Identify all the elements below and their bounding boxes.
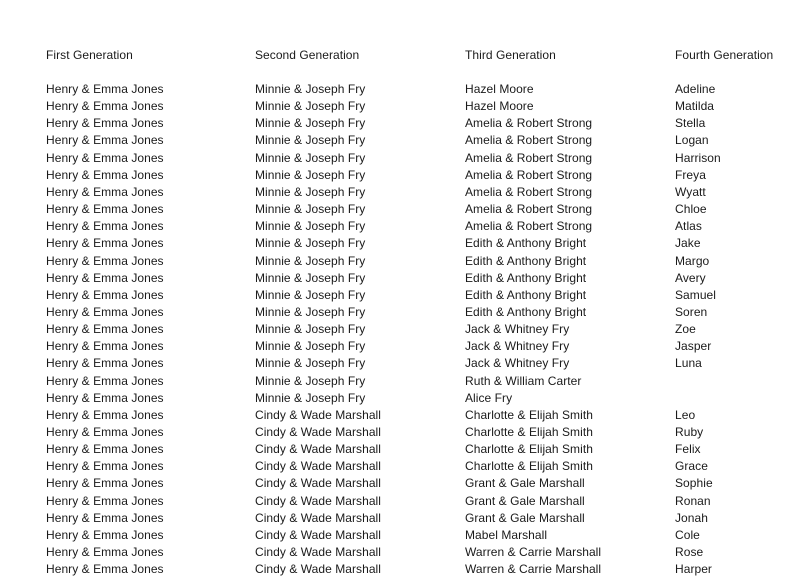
fourth-generation-cell: Margo [675, 253, 710, 268]
first-generation-cell: Henry & Emma Jones [46, 356, 164, 371]
second-generation-cell: Minnie & Joseph Fry [255, 339, 366, 354]
fourth-generation-cell: Matilda [675, 99, 715, 114]
table-row [0, 338, 794, 355]
table-row [0, 441, 794, 458]
first-generation-cell: Henry & Emma Jones [46, 287, 164, 302]
third-generation-cell: Mabel Marshall [465, 527, 548, 542]
third-generation-cell: Edith & Anthony Bright [465, 287, 587, 302]
second-generation-cell: Minnie & Joseph Fry [255, 82, 366, 96]
fourth-generation-cell: Ronan [675, 493, 711, 508]
first-generation-cell: Henry & Emma Jones [46, 545, 164, 560]
table-row [0, 321, 794, 338]
fourth-generation-cell: Chloe [675, 202, 707, 217]
third-generation-cell: Amelia & Robert Strong [465, 219, 593, 234]
fourth-generation-cell: Zoe [675, 322, 696, 337]
table-header-row [0, 47, 794, 64]
header-second-generation: Second Generation [255, 48, 360, 62]
fourth-generation-cell: Grace [675, 459, 708, 474]
first-generation-cell: Henry & Emma Jones [46, 253, 164, 268]
fourth-generation-cell: Jasper [675, 339, 712, 354]
first-generation-cell: Henry & Emma Jones [46, 167, 164, 182]
fourth-generation-cell: Avery [675, 270, 706, 285]
first-generation-cell: Henry & Emma Jones [46, 493, 164, 508]
table-row [0, 235, 794, 252]
second-generation-cell: Minnie & Joseph Fry [255, 253, 366, 268]
fourth-generation-cell: Adeline [675, 82, 716, 96]
second-generation-cell: Minnie & Joseph Fry [255, 322, 366, 337]
second-generation-cell: Minnie & Joseph Fry [255, 184, 366, 199]
table-row [0, 132, 794, 149]
second-generation-cell: Minnie & Joseph Fry [255, 390, 366, 405]
table-row [0, 201, 794, 218]
first-generation-cell: Henry & Emma Jones [46, 442, 164, 457]
third-generation-cell: Amelia & Robert Strong [465, 184, 593, 199]
third-generation-cell: Edith & Anthony Bright [465, 304, 587, 319]
third-generation-cell: Edith & Anthony Bright [465, 253, 587, 268]
table-row [0, 390, 794, 407]
first-generation-cell: Henry & Emma Jones [46, 527, 164, 542]
table-row [0, 270, 794, 287]
second-generation-cell: Minnie & Joseph Fry [255, 304, 366, 319]
fourth-generation-cell: Stella [675, 116, 706, 131]
first-generation-cell: Henry & Emma Jones [46, 219, 164, 234]
first-generation-cell: Henry & Emma Jones [46, 476, 164, 491]
fourth-generation-cell: Sophie [675, 476, 713, 491]
first-generation-cell: Henry & Emma Jones [46, 339, 164, 354]
third-generation-cell: Warren & Carrie Marshall [465, 545, 602, 560]
third-generation-cell: Amelia & Robert Strong [465, 133, 593, 148]
table-row [0, 184, 794, 201]
third-generation-cell: Alice Fry [465, 390, 513, 405]
third-generation-cell: Amelia & Robert Strong [465, 202, 593, 217]
fourth-generation-cell: Rose [675, 545, 704, 560]
first-generation-cell: Henry & Emma Jones [46, 116, 164, 131]
second-generation-cell: Minnie & Joseph Fry [255, 219, 366, 234]
second-generation-cell: Cindy & Wade Marshall [255, 545, 381, 560]
second-generation-cell: Cindy & Wade Marshall [255, 527, 381, 542]
first-generation-cell: Henry & Emma Jones [46, 99, 164, 114]
table-row [0, 253, 794, 270]
first-generation-cell: Henry & Emma Jones [46, 562, 164, 577]
fourth-generation-cell: Logan [675, 133, 709, 148]
table-row [0, 167, 794, 184]
fourth-generation-cell: Harper [675, 562, 712, 577]
first-generation-cell: Henry & Emma Jones [46, 459, 164, 474]
third-generation-cell: Jack & Whitney Fry [465, 322, 570, 337]
third-generation-cell: Amelia & Robert Strong [465, 116, 593, 131]
table-row [0, 218, 794, 235]
fourth-generation-cell: Felix [675, 442, 701, 457]
second-generation-cell: Minnie & Joseph Fry [255, 167, 366, 182]
table-row [0, 493, 794, 510]
table-row [0, 510, 794, 527]
first-generation-cell: Henry & Emma Jones [46, 390, 164, 405]
first-generation-cell: Henry & Emma Jones [46, 425, 164, 439]
second-generation-cell: Minnie & Joseph Fry [255, 287, 366, 302]
second-generation-cell: Minnie & Joseph Fry [255, 202, 366, 217]
second-generation-cell: Cindy & Wade Marshall [255, 425, 381, 439]
table-row [0, 115, 794, 132]
table-row [0, 475, 794, 492]
third-generation-cell: Grant & Gale Marshall [465, 510, 585, 525]
fourth-generation-cell: Freya [675, 167, 706, 182]
header-third-generation: Third Generation [465, 48, 556, 62]
third-generation-cell: Hazel Moore [465, 82, 534, 96]
first-generation-cell: Henry & Emma Jones [46, 407, 164, 422]
table-row [0, 544, 794, 561]
fourth-generation-cell: Samuel [675, 287, 716, 302]
second-generation-cell: Minnie & Joseph Fry [255, 133, 366, 148]
first-generation-cell: Henry & Emma Jones [46, 270, 164, 285]
table-row [0, 424, 794, 441]
third-generation-cell: Charlotte & Elijah Smith [465, 459, 593, 474]
header-first-generation: First Generation [46, 48, 133, 62]
third-generation-cell: Jack & Whitney Fry [465, 356, 570, 371]
table-row [0, 287, 794, 304]
third-generation-cell: Charlotte & Elijah Smith [465, 425, 593, 439]
first-generation-cell: Henry & Emma Jones [46, 373, 164, 388]
header-fourth-generation: Fourth Generation [675, 48, 774, 62]
second-generation-cell: Minnie & Joseph Fry [255, 373, 366, 388]
second-generation-cell: Cindy & Wade Marshall [255, 476, 381, 491]
first-generation-cell: Henry & Emma Jones [46, 322, 164, 337]
first-generation-cell: Henry & Emma Jones [46, 304, 164, 319]
third-generation-cell: Charlotte & Elijah Smith [465, 442, 593, 457]
fourth-generation-cell: Soren [675, 304, 708, 319]
first-generation-cell: Henry & Emma Jones [46, 133, 164, 148]
third-generation-cell: Hazel Moore [465, 99, 534, 114]
table-row [0, 561, 794, 578]
fourth-generation-cell: Cole [675, 527, 700, 542]
second-generation-cell: Minnie & Joseph Fry [255, 150, 366, 165]
third-generation-cell: Grant & Gale Marshall [465, 476, 585, 491]
table-row [0, 407, 794, 424]
second-generation-cell: Cindy & Wade Marshall [255, 562, 381, 577]
first-generation-cell: Henry & Emma Jones [46, 202, 164, 217]
third-generation-cell: Grant & Gale Marshall [465, 493, 585, 508]
first-generation-cell: Henry & Emma Jones [46, 236, 164, 251]
second-generation-cell: Minnie & Joseph Fry [255, 99, 366, 114]
second-generation-cell: Cindy & Wade Marshall [255, 442, 381, 457]
fourth-generation-cell: Wyatt [675, 184, 706, 199]
second-generation-cell: Cindy & Wade Marshall [255, 510, 381, 525]
second-generation-cell: Cindy & Wade Marshall [255, 407, 381, 422]
second-generation-cell: Minnie & Joseph Fry [255, 116, 366, 131]
table-row [0, 304, 794, 321]
fourth-generation-cell: Jonah [675, 510, 708, 525]
fourth-generation-cell: Ruby [675, 425, 704, 439]
third-generation-cell: Warren & Carrie Marshall [465, 562, 602, 577]
fourth-generation-cell: Harrison [675, 150, 721, 165]
table-row [0, 150, 794, 167]
second-generation-cell: Cindy & Wade Marshall [255, 459, 381, 474]
third-generation-cell: Amelia & Robert Strong [465, 150, 593, 165]
third-generation-cell: Ruth & William Carter [465, 373, 582, 388]
first-generation-cell: Henry & Emma Jones [46, 82, 164, 96]
fourth-generation-cell: Luna [675, 356, 702, 371]
third-generation-cell: Edith & Anthony Bright [465, 270, 587, 285]
table-row [0, 355, 794, 372]
first-generation-cell: Henry & Emma Jones [46, 510, 164, 525]
table-row [0, 81, 794, 98]
second-generation-cell: Cindy & Wade Marshall [255, 493, 381, 508]
table-row [0, 373, 794, 390]
table-row [0, 98, 794, 115]
second-generation-cell: Minnie & Joseph Fry [255, 356, 366, 371]
first-generation-cell: Henry & Emma Jones [46, 184, 164, 199]
third-generation-cell: Jack & Whitney Fry [465, 339, 570, 354]
fourth-generation-cell: Atlas [675, 219, 702, 234]
fourth-generation-cell: Leo [675, 407, 696, 422]
second-generation-cell: Minnie & Joseph Fry [255, 236, 366, 251]
third-generation-cell: Edith & Anthony Bright [465, 236, 587, 251]
fourth-generation-cell: Jake [675, 236, 701, 251]
table-row [0, 458, 794, 475]
table-row [0, 527, 794, 544]
first-generation-cell: Henry & Emma Jones [46, 150, 164, 165]
third-generation-cell: Amelia & Robert Strong [465, 167, 593, 182]
second-generation-cell: Minnie & Joseph Fry [255, 270, 366, 285]
third-generation-cell: Charlotte & Elijah Smith [465, 407, 593, 422]
